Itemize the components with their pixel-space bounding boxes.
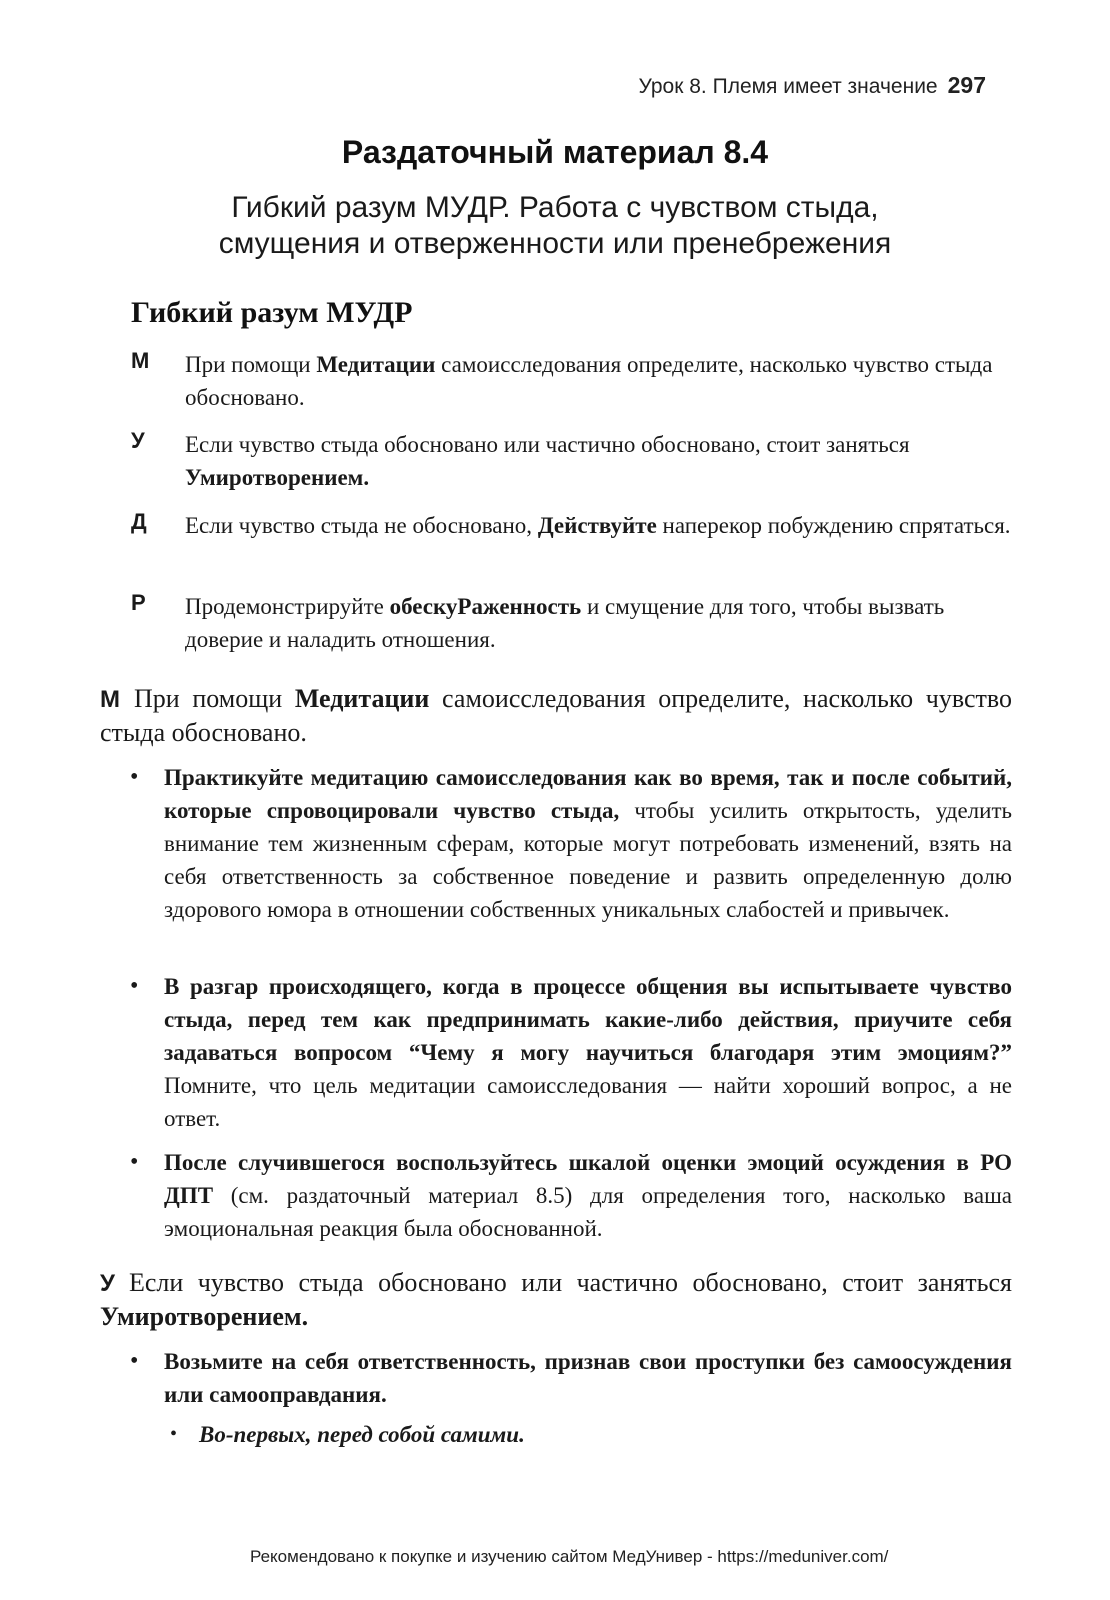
bullet-dot: • [130,1348,139,1374]
running-title: Урок 8. Племя имеет значение [638,75,938,98]
bullet-text: Возьмите на себя ответственность, признав свои проступки без самоосуждения или самооправдания. [164,1349,1012,1407]
subtitle-line-2: смущения и отверженности или пренебрежения [218,227,892,260]
bullet-text: После случившегося воспользуйтесь шкалой оценки эмоций осуждения в РО ДПТ (см. раздаточный материал 8.5) для определения того, насколько ваша эмоциональная реакция была обоснованной. [164,1150,1012,1241]
handout-subtitle [0,190,1110,262]
summary-text: Если чувство стыда не обосновано, Действуйте наперекор побуждению спрятаться. [185,513,1011,538]
running-header [638,72,986,99]
section-letter: М [100,686,120,713]
section-u-intro: У Если чувство стыда обосновано или частично обосновано, стоит заняться Умиротворением. [100,1268,1012,1331]
bullet-dot: • [130,973,139,999]
page-number: 297 [947,72,986,98]
sub-bullet-text: Во-первых, перед собой самими. [199,1422,525,1447]
summary-letter: М [131,348,150,373]
bullet-text: В разгар происходящего, когда в процессе общения вы испытываете чувство стыда, перед тем как предпринимать какие-либо действия, приучите себя задаваться вопросом “Чему я могу научиться благодаря этим эмоциям?” Помните, что цель медитации самоисследования — найти хороший вопрос, а не ответ. [164,974,1012,1131]
summary-letter: Д [131,509,147,534]
bullet-dot: • [170,1423,178,1445]
section-m-intro: М При помощи Медитации самоисследования определите, насколько чувство стыда обосновано. [100,684,1013,747]
summary-heading: Гибкий разум МУДР [131,296,413,329]
handout-title: Раздаточный материал 8.4 [341,134,769,170]
bullet-dot: • [130,764,139,790]
summary-text: При помощи Медитации самоисследования определите, насколько чувство стыда обосновано. [185,352,993,410]
summary-text: Продемонстрируйте обескуРаженность и смущение для того, чтобы вызвать доверие и наладить отношения. [185,594,945,652]
footer-note: Рекомендовано к покупке и изучению сайтом МедУнивер - https://meduniver.com/ [250,1547,889,1566]
section-letter: У [100,1270,115,1297]
summary-letter: У [131,428,145,453]
summary-letter: Р [131,590,146,615]
bullet-text: Практикуйте медитацию самоисследования как во время, так и после событий, которые спровоцировали чувство стыда, чтобы усилить открытость, уделить внимание тем жизненным сферам, которые могут потребовать изменений, взять на себя ответственность за собственное поведение и развить определенную долю здорового юмора в отношении собственных уникальных слабостей и привычек. [164,765,1012,922]
subtitle-line-1: Гибкий разум МУДР. Работа с чувством стыда, [231,191,879,224]
bullet-dot: • [130,1149,139,1175]
summary-text: Если чувство стыда обосновано или частично обосновано, стоит заняться Умиротворением. [185,432,910,490]
